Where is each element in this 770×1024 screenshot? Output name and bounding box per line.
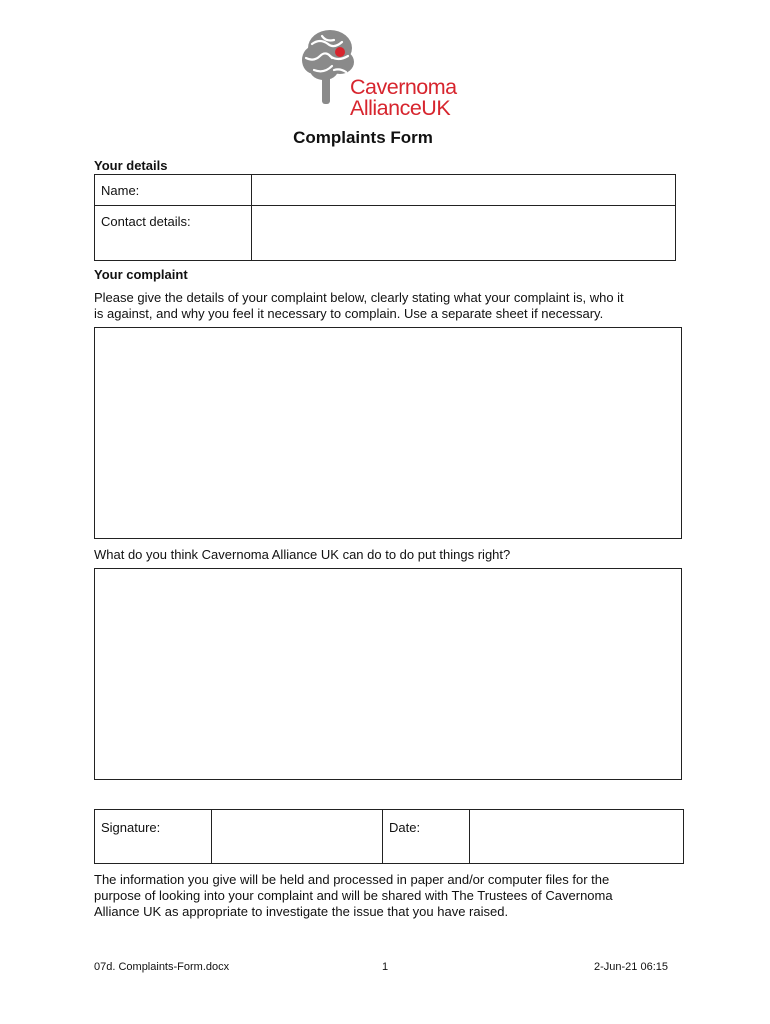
contact-details-field[interactable] xyxy=(252,206,676,261)
date-label: Date: xyxy=(383,810,470,864)
footer-filename: 07d. Complaints-Form.docx xyxy=(94,961,230,973)
put-right-field[interactable] xyxy=(94,568,682,780)
complaint-details-field[interactable] xyxy=(94,327,682,539)
signature-label: Signature: xyxy=(95,810,212,864)
organization-logo xyxy=(300,26,470,120)
date-field[interactable] xyxy=(470,810,684,864)
your-details-heading: Your details xyxy=(94,158,168,173)
disclaimer-line1: The information you give will be held and processed in paper and/or computer files for the xyxy=(94,872,610,887)
name-field[interactable] xyxy=(252,175,676,206)
footer-page-number: 1 xyxy=(382,961,389,973)
logo-text-line1: Cavernoma xyxy=(350,75,457,99)
name-label: Name: xyxy=(95,175,252,206)
put-right-question: What do you think Cavernoma Alliance UK can do to do put things right? xyxy=(94,547,511,562)
complaint-instructions-line2: is against, and why you feel it necessary to complain. Use a separate sheet if necessary. xyxy=(94,306,604,321)
brain-logo-icon xyxy=(300,26,356,112)
page-title: Complaints Form xyxy=(293,128,433,147)
disclaimer-line3: Alliance UK as appropriate to investigate the issue that you have raised. xyxy=(94,904,509,919)
signature-table xyxy=(94,809,684,864)
footer-datetime: 2-Jun-21 06:15 xyxy=(594,961,668,973)
lesion-dot-icon xyxy=(335,47,345,57)
contact-details-label: Contact details: xyxy=(95,206,252,261)
logo-text-line2: AllianceUK xyxy=(350,96,451,120)
disclaimer-line2: purpose of looking into your complaint and will be shared with The Trustees of Cavernoma xyxy=(94,888,613,903)
complaint-instructions-line1: Please give the details of your complaint below, clearly stating what your complaint is, who it xyxy=(94,290,624,305)
your-details-table xyxy=(94,174,676,261)
signature-field[interactable] xyxy=(212,810,383,864)
your-complaint-heading: Your complaint xyxy=(94,267,188,282)
